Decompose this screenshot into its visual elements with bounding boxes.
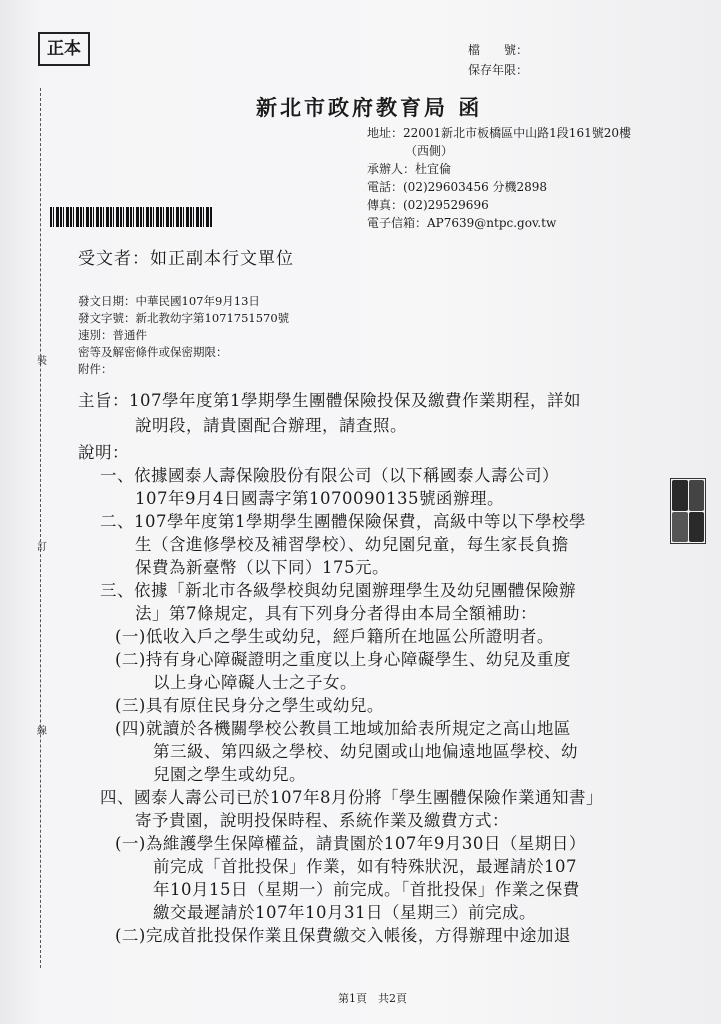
phone: 電話：(02)29603456 分機2898 xyxy=(367,180,548,194)
secrecy-level: 密等及解密條件或保密期限： xyxy=(78,345,228,359)
retention-period-label: 保存年限： xyxy=(468,63,529,77)
email: 電子信箱：AP7639@ntpc.gov.tw xyxy=(367,216,557,230)
body-line: 前完成「首批投保」作業，如有特殊狀況，最遲請於107 xyxy=(153,857,577,876)
body-line: 二、107學年度第1學期學生團體保險保費，高級中等以下學校學 xyxy=(100,512,586,531)
handler: 承辦人：杜宜倫 xyxy=(367,162,452,176)
body-line: 一、依據國泰人壽保險股份有限公司（以下稱國泰人壽公司） xyxy=(100,466,559,485)
body-line: 法」第7條規定，具有下列身分者得由本局全額補助： xyxy=(135,604,537,623)
body-line: 四、國泰人壽公司已於107年8月份將「學生團體保險作業通知書」 xyxy=(100,788,603,807)
body-line: (二)完成首批投保作業且保費繳交入帳後，方得辦理中途加退 xyxy=(115,926,571,945)
body-line: 寄予貴園，說明投保時程、系統作業及繳費方式： xyxy=(135,811,509,830)
document-number: 發文字號：新北教幼字第1071751570號 xyxy=(78,311,290,325)
explanation-label: 說明： xyxy=(78,443,129,462)
speed-class: 速別：普通件 xyxy=(78,328,147,342)
body-line: (四)就讀於各機關學校公教員工地域加給表所規定之高山地區 xyxy=(115,719,571,738)
original-copy-stamp: 正本 xyxy=(38,32,90,66)
body-line: 以上身心障礙人士之子女。 xyxy=(153,673,357,692)
body-line: 107年9月4日國壽字第1070090135號函辦理。 xyxy=(135,489,504,508)
binding-margin-line xyxy=(40,88,41,968)
issue-date: 發文日期：中華民國107年9月13日 xyxy=(78,294,260,308)
body-line: 兒園之學生或幼兒。 xyxy=(153,765,306,784)
attachment: 附件： xyxy=(78,362,113,376)
subject-line-2: 說明段，請貴園配合辦理，請查照。 xyxy=(135,416,407,435)
body-line: 第三級、第四級之學校、幼兒園或山地偏遠地區學校、幼 xyxy=(153,742,578,761)
barcode xyxy=(50,207,212,227)
document-title: 新北市政府教育局 函 xyxy=(256,95,483,120)
file-number-label: 檔 號： xyxy=(468,43,529,57)
subject-line-1: 主旨：107學年度第1學期學生團體保險投保及繳費作業期程，詳如 xyxy=(78,391,581,410)
recipient: 受文者：如正副本行文單位 xyxy=(78,249,294,269)
body-line: (三)具有原住民身分之學生或幼兒。 xyxy=(115,696,384,715)
body-line: 繳交最遲請於107年10月31日（星期三）前完成。 xyxy=(153,903,536,922)
body-line: (一)低收入戶之學生或幼兒，經戶籍所在地區公所證明者。 xyxy=(115,627,554,646)
page-footer: 第1頁 共2頁 xyxy=(338,992,407,1005)
body-line: 年10月15日（星期一）前完成。「首批投保」作業之保費 xyxy=(153,880,580,899)
margin-mark-xian: 線 xyxy=(37,726,47,737)
body-line: (二)持有身心障礙證明之重度以上身心障礙學生、幼兒及重度 xyxy=(115,650,571,669)
address-line-2: （西側） xyxy=(405,144,454,158)
body-line: 三、依據「新北市各級學校與幼兒園辦理學生及幼兒團體保險辦 xyxy=(100,581,576,600)
official-seal-stamp xyxy=(670,478,706,544)
margin-mark-zhuang: 裝 xyxy=(37,356,47,367)
margin-mark-ding: 訂 xyxy=(37,542,47,553)
address-line-1: 地址：22001新北市板橋區中山路1段161號20樓 xyxy=(367,126,631,140)
body-line: 保費為新臺幣（以下同）175元。 xyxy=(135,558,389,577)
fax: 傳真：(02)29529696 xyxy=(367,198,489,212)
body-line: 生（含進修學校及補習學校）、幼兒園兒童，每生家長負擔 xyxy=(135,535,569,554)
body-line: (一)為維護學生保障權益，請貴園於107年9月30日（星期日） xyxy=(115,834,586,853)
